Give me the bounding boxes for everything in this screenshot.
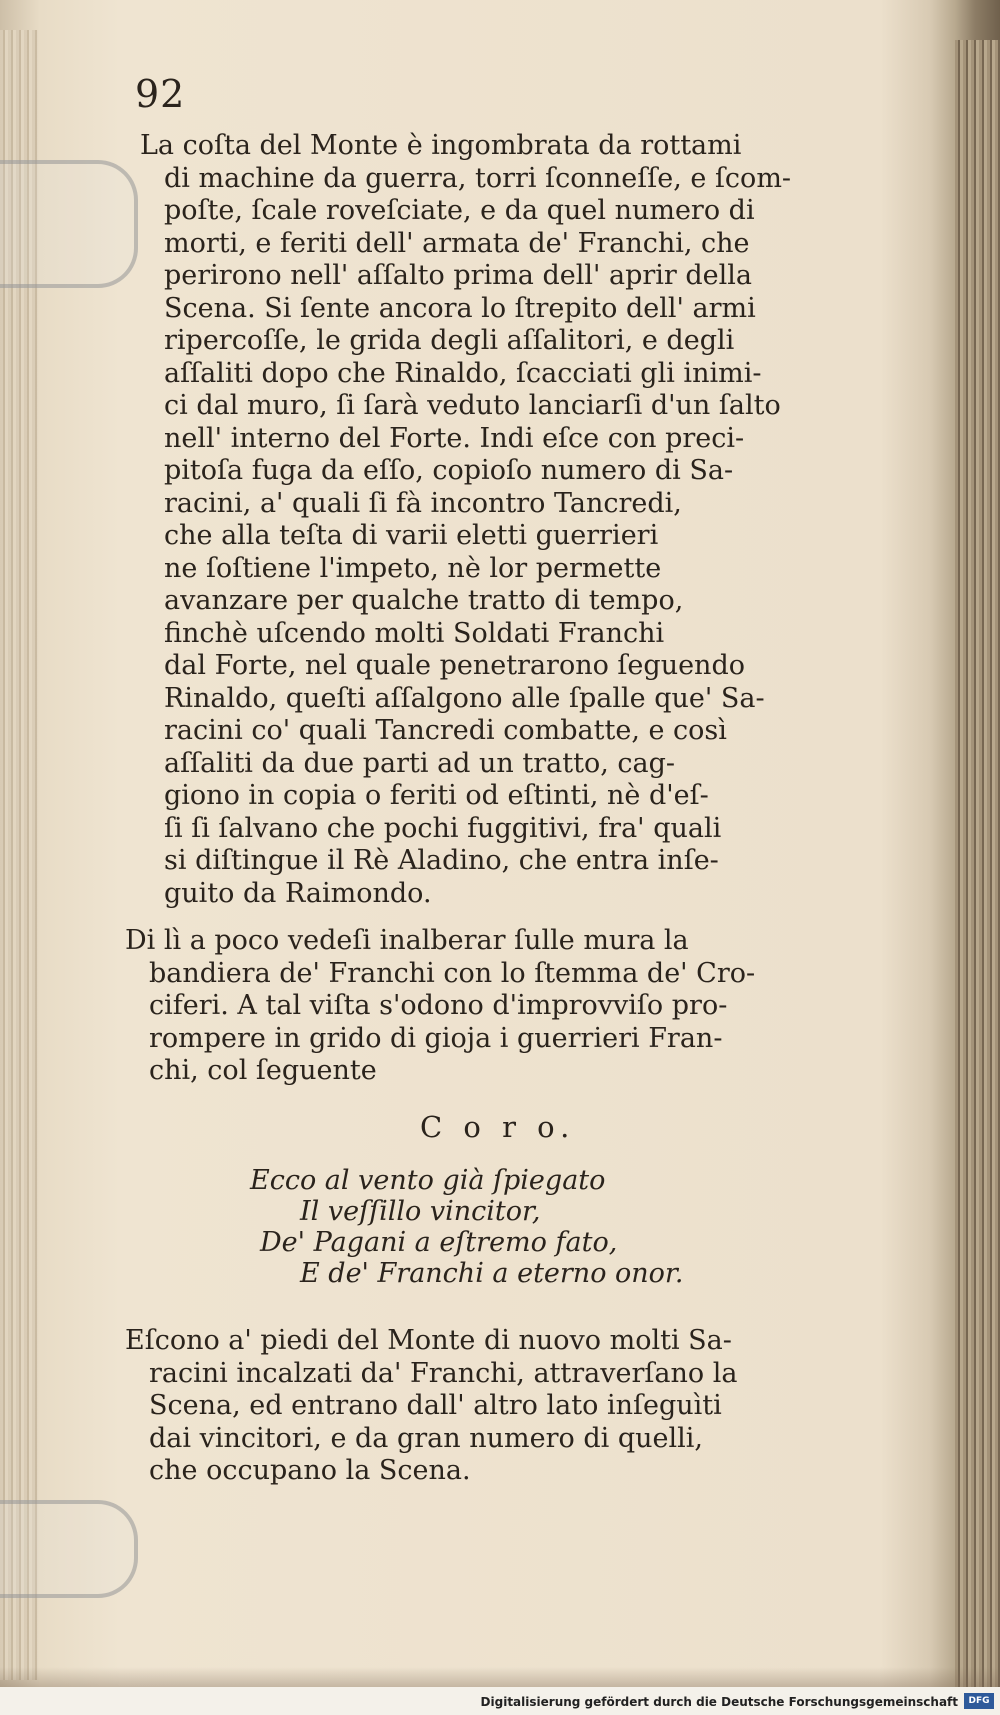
coro-heading: C o r o. [420, 1110, 576, 1144]
text-line: bandiera de' Franchi con lo ſtemma de' Cro- [149, 957, 756, 989]
text-line: guito da Raimondo. [164, 877, 432, 909]
text-line: ne ſoſtiene l'impeto, nè lor permette [164, 552, 662, 584]
text-line: perirono nell' aſſalto prima dell' aprir della [164, 260, 753, 291]
text-line: Scena, ed entrano dall' altro lato inſeguìti [149, 1390, 722, 1421]
bottom-shadow [0, 1667, 1000, 1687]
text-line: pitoſa fuga da eſſo, copioſo numero di Sa- [164, 455, 734, 486]
page-number: 92 [135, 72, 186, 116]
paragraph-stage-direction-3 [125, 1325, 845, 1488]
text-line: giono in copia o feriti od eſtinti, nè d'eſ- [164, 780, 709, 811]
text-line: di machine da guerra, torri ſconneſſe, e ſcom- [164, 162, 792, 194]
text-line: ſi ſi ſalvano che pochi fuggitivi, fra' quali [164, 812, 722, 844]
text-line: Eſcono a' piedi del Monte di nuovo molti Sa- [125, 1325, 732, 1356]
paragraph-stage-direction-2 [125, 925, 845, 1088]
verse-line: De' Pagani a eſtremo fato, [260, 1227, 618, 1258]
text-line: che alla teſta di varii eletti guerrieri [164, 520, 659, 551]
text-line: racini co' quali Tancredi combatte, e così [164, 715, 727, 746]
verse-block [250, 1165, 683, 1289]
text-line: dai vincitori, e da gran numero di quelli, [149, 1422, 703, 1454]
text-line: avanzare per qualche tratto di tempo, [164, 585, 684, 616]
text-line: racini, a' quali ſi fà incontro Tancredi, [164, 487, 682, 519]
text-line: La coſta del Monte è ingombrata da rottami [140, 130, 742, 161]
text-line: ci dal muro, ſi ſarà veduto lanciarſi d'un ſalto [164, 390, 781, 421]
text-line: dal Forte, nel quale penetrarono ſeguendo [164, 650, 745, 681]
verse-line: Ecco al vento già ſpiegato [250, 1165, 606, 1196]
text-line: che occupano la Scena. [149, 1455, 471, 1486]
text-line: nell' interno del Forte. Indi eſce con preci- [164, 422, 745, 454]
right-page-edges [955, 40, 1000, 1690]
dfg-logo: DFG [964, 1693, 994, 1709]
text-line: finchè uſcendo molti Soldati Franchi [164, 617, 665, 649]
text-line: aſſaliti dopo che Rinaldo, ſcacciati gli inimi- [164, 357, 762, 389]
text-line: racini incalzati da' Franchi, attraverſano la [149, 1357, 738, 1389]
verse-line: Il veſſillo vincitor, [300, 1196, 541, 1227]
text-line: si diſtingue il Rè Aladino, che entra inſe- [164, 845, 719, 876]
paragraph-stage-direction-1 [140, 130, 860, 910]
text-line: Scena. Si ſente ancora lo ſtrepito dell' armi [164, 292, 756, 324]
text-line: morti, e feriti dell' armata de' Franchi, che [164, 227, 750, 259]
text-line: rompere in grido di gioja i guerrieri Fran- [149, 1022, 723, 1054]
footer-credit: Digitalisierung gefördert durch die Deutsche Forschungsgemeinschaft [480, 1695, 958, 1709]
digitization-footer [0, 1687, 1000, 1715]
page-clip-bottom [0, 1500, 138, 1598]
verse-line: E de' Franchi a eterno onor. [300, 1258, 684, 1289]
text-line: poſte, ſcale roveſciate, e da quel numero di [164, 195, 755, 226]
text-line: chi, col ſeguente [149, 1055, 377, 1086]
text-line: ripercoſſe, le grida degli aſſalitori, e degli [164, 325, 735, 356]
page-clip-top [0, 160, 138, 288]
text-line: ciferi. A tal viſta s'odono d'improvviſo pro- [149, 990, 728, 1021]
text-line: Rinaldo, queſti aſſalgono alle ſpalle que' Sa- [164, 682, 765, 714]
text-line: Di lì a poco vedeſi inalberar ſulle mura la [125, 925, 689, 956]
text-line: aſſaliti da due parti ad un tratto, cag- [164, 747, 675, 779]
